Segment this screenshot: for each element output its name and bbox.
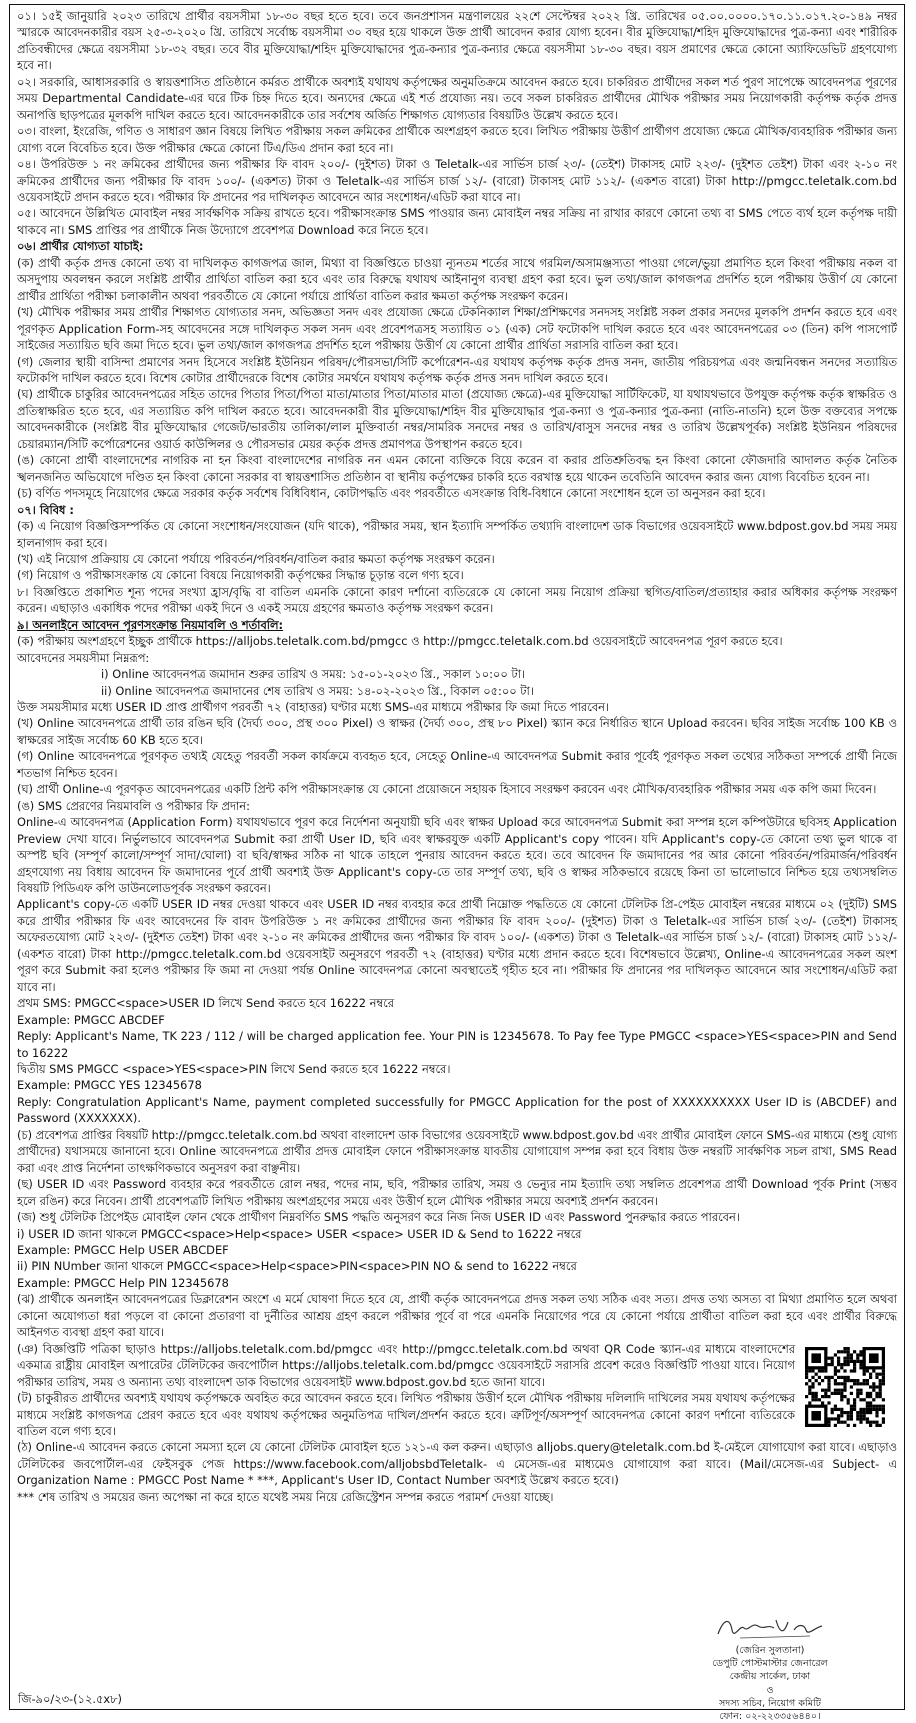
paragraph-p09cha: (চ) প্রবেশপত্র প্রাপ্তির বিষয়টি http://pmgcc.teletalk.com.bd অথবা বাংলাদেশ ডাক বিভাগের ওয়েবসাইটে www.bdpost.gov.bd এবং প্রার্থীর মোবাইল ফোনে SMS-এর মাধ্যমে (শুধু যোগ্য প্রার্থীদের) যথাসময়ে জানানো হবে। Online আবেদনপত্রে প্রার্থীর প্রদত্ত মোবাইল ফোনে পরীক্ষাসংক্রান্ত যাবতীয় যোগাযোগ সম্পন্ন করা হবে বিধায় উক্ত নম্বরটি সার্বক্ষণিক সচল রাখা, SMS Read করা এবং প্রাপ্ত নির্দেশনা তাৎক্ষণিকভাবে অনুসরণ করা বাঞ্ছনীয়। bbox=[17, 1127, 897, 1175]
paragraph-p07ka: (ক) এ নিয়োগ বিজ্ঞপ্তিসম্পর্কিত যে কোনো সংশোধন/সংযোজন (যদি থাকে), পরীক্ষার সময়, স্থান ইত্যাদি সম্পর্কিত তথ্যাদি বাংলাদেশ ডাক বিভাগের ওয়েবসাইটে www.bdpost.gov.bd সময় সময় হালনাগাদ করা হবে। bbox=[17, 519, 897, 550]
paragraph-p09ta: (ট) চাকুরীরত প্রার্থীদের অবশ্যই যথাযথ কর্তৃপক্ষকে অবহিত করে আবেদন করতে হবে। লিখিত পরীক্ষায় উত্তীর্ণ হলে মৌখিক পরীক্ষায় দলিলাদি দাখিলের সময় যথাযথ কর্তৃপক্ষের মাধ্যমে সংশ্লিষ্ট কাগজপত্র প্রেরণ করতে হবে এবং যথাযথ কর্তৃপক্ষের অনুমতিপত্র দাখিল/প্রদর্শন করতে হবে। ত্রুটিপূর্ণ/অসম্পূর্ণ আবেদনপত্র কোনো কারণ দর্শানো ব্যতিরেকে বাতিল বলে গণ্য হবে। bbox=[17, 1391, 795, 1438]
paragraph-p08: ৮। বিজ্ঞপ্তিতে প্রকাশিত শূন্য পদের সংখ্যা হ্রাস/বৃদ্ধি বা বাতিল এমনকি কোনো কারণ দর্শানো ব্যতিরেকে যে কোনো সময় নিয়োগ প্রক্রিয়া স্থগিত/বাতিল/প্রত্যাহার করার অধিকার কর্তৃপক্ষ সংরক্ষণ করেন। এছাড়াও একাধিক পদের পরীক্ষা একই দিনে ও একই সময়ে গ্রহণের ক্ষমতাও কর্তৃপক্ষ সংরক্ষণ করেন। bbox=[17, 584, 897, 616]
paragraph-p09sms2: Applicant's copy-তে একটি USER ID নম্বর দেওয়া থাকবে এবং USER ID নম্বর ব্যবহার করে প্রার্থী নিম্নোক্ত পদ্ধতিতে যে কোনো টেলিটক প্রি-পেইড মোবাইল নম্বরের মাধ্যমে ০২ (দুইটি) SMS করে প্রার্থীর পরীক্ষার ফি এবং আবেদনের ফি বাবদ উপরিউক্ত ১ নং ক্রমিকের প্রার্থীদের জন্য পরীক্ষার ফি বাবদ ২০০/- (দুইশত) টাকা ও Teletalk-এর সার্ভিস চার্জ ২৩/- (তেইশ) টাকাসহ অফেরতযোগ্য মোট ২২৩/- (দুইশত তেইশ) টাকা এবং ২-১০ নং ক্রমিকের প্রার্থীদের জন্য পরীক্ষার ফি বাবদ ১০০/- (একশত) টাকা ও Teletalk-এর সার্ভিস চার্জ ১২/- (বারো) টাকাসহ মোট ১১২/- (একশত বারো) টাকা http://pmgcc.teletalk.com.bd ওয়েবসাইট অনুসরণে পরবর্তী ৭২ (বাহাত্তর) ঘণ্টার মধ্যে প্রদান করতে হবে। বিশেষভাবে উল্লেখ্য, Online-এ আবেদনপত্রের সকল অংশ পূরণ করে Submit করা হলেও পরীক্ষার ফি জমা না দেওয়া পর্যন্ত Online আবেদনপত্র কোনো অবস্থাতেই গৃহীত হবে না। পরীক্ষার ফি প্রদানের পর দাখিলকৃত আবেদনে আর সংশোধন/এডিট করা যাবে না। bbox=[17, 897, 897, 994]
paragraph-p06ka: (ক) প্রার্থী কর্তৃক প্রদত্ত কোনো তথ্য বা দাখিলকৃত কাগজপত্র জাল, মিথ্যা বা বিজ্ঞপ্তিতে চাওয়া ন্যূনতম শর্তের সাথে গরমিল/অসামঞ্জস্যতা পাওয়া গেলে/ভুয়া প্রমাণিত হলে কিংবা পরীক্ষায় নকল বা অসদুপায় অবলম্বন করলে সংশ্লিষ্ট প্রার্থীর প্রার্থিতা বাতিল করা হবে এবং তার বিরুদ্ধে যথাযথ আইনানুগ ব্যবস্থা গ্রহণ করা হবে। ভুল তথ্য/জাল কাগজপত্র প্রদর্শিত হলে পরীক্ষায় উত্তীর্ণ যে কোনো প্রার্থীর প্রার্থিতা পরীক্ষা চলাকালীন অথবা পরবর্তীতে যে কোনো পর্যায়ে প্রার্থিতা বাতিল করার ক্ষমতা কর্তৃপক্ষ সংরক্ষণ করেন। bbox=[17, 255, 897, 303]
paragraph-p09ex2: Example: PMGCC YES 12345678 bbox=[17, 1078, 202, 1093]
signatory-office: কেন্দ্রীয় সার্কেল, ঢাকা bbox=[729, 1671, 811, 1683]
paragraph-p09chha: (ছ) USER ID এবং Password ব্যবহার করে পরবর্তীতে রোল নম্বর, পদের নাম, ছবি, পরীক্ষার তারিখ, সময় ও ভেন্যুর নাম ইত্যাদি তথ্য সম্বলিত প্রবেশপত্র প্রার্থী Download পূর্বক Print (সম্ভব হলে রঙিন) করে নিবেন। প্রার্থী প্রবেশপত্রটি লিখিত পরীক্ষায় অংশগ্রহণের সময়ে এবং উত্তীর্ণ হলে মৌখিক পরীক্ষার সময়ে অবশ্যই প্রদর্শন করবেন। bbox=[17, 1177, 897, 1208]
notice-body bbox=[17, 8, 897, 1505]
signature-block bbox=[660, 1610, 880, 1723]
paragraph-p09ja: (জ) শুধু টেলিটক প্রিপেইড মোবাইল ফোন থেকে প্রার্থীগণ নিম্নবর্ণিত SMS পদ্ধতি অনুসরণ করে নিজ নিজ USER ID এবং Password পুনরুদ্ধার করতে পারবেন। bbox=[17, 1210, 740, 1225]
signatory-title: ডেপুটি পোস্টমাস্টার জেনারেল bbox=[712, 1658, 828, 1670]
paragraph-p09umo: (ঙ) SMS প্রেরণের নিয়মাবলি ও পরীক্ষার ফি প্রদান: bbox=[17, 798, 250, 813]
paragraph-p06ga: (গ) জেলার স্থায়ী বাসিন্দা প্রমাণের সনদ হিসেবে সংশ্লিষ্ট ইউনিয়ন পরিষদ/পৌরসভা/সিটি কর্পোরেশন-এর যথাযথ কর্তৃপক্ষ কর্তৃক প্রদত্ত সনদ, জাতীয় পরিচয়পত্র এবং জন্মনিবন্ধন সনদের সত্যায়িত ফটোকপি দাখিল করতে হবে। বিশেষ কোটার প্রার্থীদেরকে বিশেষ কোটার সমর্থনে যথাযথ কর্তৃপক্ষ কর্তৃক প্রদত্ত সনদ দাখিল করতে হবে। bbox=[17, 354, 897, 385]
paragraph-p09ga: (গ) Online আবেদনপত্রে পূরণকৃত তথ্যই যেহেতু পরবর্তী সকল কার্যক্রমে ব্যবহৃত হবে, সেহেতু Online-এ আবেদনপত্র Submit করার পূর্বেই পূরণকৃত সকল তথ্যের সঠিকতা সম্পর্কে প্রার্থী নিজে শতভাগ নিশ্চিত হবেন। bbox=[17, 749, 897, 780]
paragraph-p06cha: (চ) বর্ণিত পদসমূহে নিয়োগের ক্ষেত্রে সরকার কর্তৃক সর্বশেষ বিধিবিধান, কোটাপদ্ধতি এবং পরবর্তীতে এসংক্রান্ত বিধি-বিধানে কোনো সংশোধন হলে তা অনুসরন করা হবে। bbox=[17, 486, 766, 501]
paragraph-p09ja2ex: Example: PMGCC Help PIN 12345678 bbox=[17, 1275, 229, 1290]
paragraph-p09ja1: i) USER ID জানা থাকলে PMGCC<space>Help<space> USER <space> USER ID & Send to 16222 নম্বরে bbox=[17, 1226, 582, 1241]
paragraph-p09sched: আবেদনের সময়সীমা নিম্নরূপ: bbox=[17, 650, 150, 665]
paragraph-p09jha: (ঝ) প্রার্থীকে অনলাইন আবেদনপত্রের ডিক্লারেশন অংশে এ মর্মে ঘোষণা দিতে হবে যে, প্রার্থী কর্তৃক আবেদনপত্রে প্রদত্ত সকল তথ্য সঠিক এবং সত্য। প্রদত্ত তথ্য অসত্য বা মিথ্যা প্রমাণিত হলে অথবা কোনো অযোগ্যতা ধরা পড়লে বা কোনো প্রতারণা বা দুর্নীতির আশ্রয় গ্রহণ করলে পরীক্ষার পূর্বে বা পরে এমনকি নিয়োগের পরে যে কোনো পর্যায়ে প্রার্থীতা বাতিল করা হবে এবং প্রার্থীর বিরুদ্ধে আইনগত ব্যবস্থা গ্রহণ করা যাবে। bbox=[17, 1292, 897, 1340]
paragraph-p07ga: (গ) নিয়োগ ও পরীক্ষাসংক্রান্ত যে কোনো বিষয়ে নিয়োগকারী কর্তৃপক্ষের সিদ্ধান্ত চূড়ান্ত বলে গণ্য হবে। bbox=[17, 568, 464, 583]
paragraph-p09tha: (ঠ) Online-এ আবেদন করতে কোনো সমস্যা হলে যে কোনো টেলিটক মোবাইল হতে ১২১-এ কল করুন। এছাড়াও alljobs.query@teletalk.com.bd ই-মেইলে যোগাযোগ করা যাবে। এছাড়াও টেলিটকের জবপোর্টাল-এর ফেইসবুক পেজ https://www.facebook.com/alljobsbdTeletalk- এ মেসেজ-এর মাধ্যমেও যোগাযোগ করা যাবে। (Mail/মেসেজ-এর Subject- এ Organization Name : PMGCC Post Name * ***, Applicant's User ID, Contact Number অবশ্যই উল্লেখ করতে হবে।) bbox=[17, 1440, 897, 1488]
signatory-role: সদস্য সচিব, নিয়োগ কমিটি bbox=[718, 1697, 822, 1709]
qr-code-icon bbox=[805, 1347, 885, 1427]
paragraph-p02: ০২। সরকারি, আধাসরকারি ও স্বায়ত্তশাসিত প্রতিষ্ঠানে কর্মরত প্রার্থীকে অবশ্যই যথাযথ কর্তৃপক্ষের অনুমতিক্রমে আবেদন করতে হবে। চাকরিরত প্রার্থীদের সকল শর্ত পুরণ সাপেক্ষে আবেদনপত্র পূরণের সময় Departmental Candidate-এর ঘরে টিক চিহ্ন দিতে হবে। অন্যদের ক্ষেত্রে এই শর্ত প্রযোজ্য নয়। তবে সকল চাকরিরত প্রার্থীদের মৌখিক পরীক্ষার সময় নিয়োগকারী কর্তৃপক্ষ কর্তৃক প্রদত্ত অনাপত্তি ছাড়পত্রের মূলকপি দাখিল করতে হবে। আবেদনকারীকে তার সর্বশেষ অর্জিত শিক্ষাগত যোগ্যতার বিষয়টিও উল্লেখ করতে হবে। bbox=[17, 74, 897, 122]
paragraph-p09ja2: ii) PIN NUmber জানা থাকলে PMGCC<space>Help<space>PIN<space>PIN NO & send to 16222 নম্বরে bbox=[17, 1259, 577, 1274]
paragraph-p09first: প্রথম SMS: PMGCC<space>USER ID লিখে Send করতে হবে 16222 নম্বরে bbox=[17, 996, 394, 1011]
paragraph-p05: ০৫। আবেদনে উল্লিখিত মোবাইল নম্বর সার্বক্ষণিক সক্রিয় রাখতে হবে। পরীক্ষাসংক্রান্ত SMS পাওয়ার জন্য মোবাইল নম্বর সক্রিয় না রাখার কারণে কোনো তথ্য বা SMS পেতে ব্যর্থ হলে কর্তৃপক্ষ দায়ী থাকবে না। SMS প্রাপ্তির পর প্রার্থীকে নিজ উদ্যোগে প্রবেশপত্র Download করে নিতে হবে। bbox=[17, 206, 897, 237]
paragraph-p07: ০৭। বিবিধ : bbox=[17, 502, 74, 517]
paragraph-p06gha: (ঘ) প্রার্থীকে চাকুরির আবেদনপত্রের সহিত তাদের পিতার পিতা/পিতা মাতা/মাতার পিতা/মাতার মাতা (প্রযোজ্য ক্ষেত্রে)-এর মুক্তিযোদ্ধা সার্টিফিকেট, যা যথাযথভাবে উপযুক্ত কর্তৃপক্ষ কর্তৃক স্বাক্ষরিত ও প্রতিস্বাক্ষরিত হতে হবে, এর সত্যায়িত কপি দাখিল করতে হবে। আবেদনকারী বীর মুক্তিযোদ্ধা/শহিদ বীর মুক্তিযোদ্ধার পুত্র-কন্যা ও পুত্র-কন্যার পুত্র-কন্যা (নাতি-নাতনি) হলে উক্ত বক্তব্যের সপক্ষে আবেদনকারীকে (সংশ্লিষ্ট বীর মুক্তিযোদ্ধার গেজেট/ভারতীয় তালিকা/লাল মুক্তিবার্তা নম্বর/সামরিক সনদের নম্বর ও তারিখ/বাসুস সনদের নম্বর ও তারিখ উল্লেখপূর্বক) সংশ্লিষ্ট ইউনিয়ন পরিষদের চেয়ারম্যান/সিটি কর্পোরেশনের ওয়ার্ড কাউন্সিলর ও পৌরসভার মেয়র কর্তৃক প্রদত্ত প্রমাণপত্র উপস্থাপন করতে হবে। bbox=[17, 387, 897, 451]
paragraph-p09note: উক্ত সময়সীমার মধ্যে USER ID প্রাপ্ত প্রার্থীগণ পরবর্তী ৭২ (বাহাত্তর) ঘণ্টার মধ্যে SMS-এর মাধ্যমে পরীক্ষার ফি জমা দিতে পারবেন। bbox=[17, 700, 609, 715]
signatory-conjunction: ও bbox=[766, 1684, 774, 1696]
paragraph-p09nya: (ঞ) বিজ্ঞপ্তিটি পত্রিকা ছাড়াও https://alljobs.teletalk.com.bd/pmgcc এবং http://pmgcc.teletalk.com.bd অথবা QR Code স্ক্যান-এর মাধ্যমে বাংলাদেশের একমাত্র রাষ্ট্রীয় মোবাইল অপারেটর টেলিটকের জবপোর্টাল https://alljobs.teletalk.com.bd/pmgcc ওয়েবসাইটে সরাসরি প্রবেশ করেও বিজ্ঞপ্তিটি পাওয়া যাবে। নিয়োগ পরীক্ষার তারিখ, সময় ও অন্যান্য তথ্য বাংলাদেশ ডাক বিভাগের ওয়েবসাইট www.bdpost.gov.bd হতে জানা যাবে। bbox=[17, 1341, 795, 1389]
paragraph-p09reply1: Reply: Applicant's Name, TK 223 / 112 / will be charged application fee. Your PIN is 12345678. To Pay fee Type PMGCC <space>YES<space>PIN and Send to 16222 bbox=[17, 1029, 897, 1060]
paragraph-p09i: i) Online আবেদনপত্র জমাদান শুরুর তারিখ ও সময়: ১৫-০১-২০২৩ খ্রি., সকাল ১০:০০ টা। bbox=[101, 667, 525, 682]
paragraph-p06kha: (খ) মৌখিক পরীক্ষার সময় প্রার্থীর শিক্ষাগত যোগ্যতার সনদ, অভিজ্ঞতা সনদ এবং প্রযোজ্য ক্ষেত্রে টেকনিক্যাল শিক্ষা/প্রশিক্ষণের সনদসহ সংশ্লিষ্ট সকল প্রকার সনদের মূলকপি প্রদর্শন করতে হবে এবং পূরণকৃত Application Form-সহ আবেদনের সঙ্গে দাখিলকৃত সকল সনদ এবং প্রবেশপত্রসহ সত্যায়িত ০১ (এক) সেট ফটোকপি দাখিল করতে হবে এবং আবেদনপত্রের ০৩ (তিন) কপি পাসপোর্ট সাইজের সত্যায়িত ছবি জমা দিতে হবে। ভুল তথ্য/জাল কাগজপত্র প্রদর্শিত হলে পরীক্ষায় উত্তীর্ণ যে কোনো প্রার্থীর প্রার্থিতা সরাসরি বাতিল করা হবে। bbox=[17, 305, 897, 353]
paragraph-p09kha: (খ) Online আবেদনপত্রে প্রার্থী তার রঙিন ছবি (দৈর্ঘ্য ৩০০, প্রস্থ ৩০০ Pixel) ও স্বাক্ষর (দৈর্ঘ্য ৩০০, প্রস্থ ৮০ Pixel) স্ক্যান করে নির্ধারিত স্থানে Upload করবেন। ছবির সাইজ সর্বোচ্চ 100 KB ও স্বাক্ষরের সাইজ সর্বোচ্চ 60 KB হতে হবে। bbox=[17, 716, 897, 747]
paragraph-p09ja1ex: Example: PMGCC Help USER ABCDEF bbox=[17, 1242, 229, 1257]
paragraph-p03: ০৩। বাংলা, ইংরেজি, গণিত ও সাধারণ জ্ঞান বিষয়ে লিখিত পরীক্ষায় সকল ক্রমিকের প্রার্থীকে অংশগ্রহণ করতে হবে। লিখিত পরীক্ষায় উত্তীর্ণ প্রার্থীগণ প্রযোজ্য ক্ষেত্রে মৌখিক/ব্যবহারিক পরীক্ষার জন্য যোগ্য বলে বিবেচিত হবে। উক্ত পরীক্ষার ক্ষেত্রে কোনো টিএ/ডিএ প্রদান করা হবে না। bbox=[17, 124, 897, 155]
paragraph-p01: ০১। ১৫ই জানুয়ারি ২০২৩ তারিখে প্রার্থীর বয়সসীমা ১৮-৩০ বছর হতে হবে। তবে জনপ্রশাসন মন্ত্রণালয়ের ২২শে সেপ্টেম্বর ২০২২ খ্রি. তারিখের ০৫.০০.০০০০.১৭০.১১.০১৭.২০-১৪৯ নম্বর স্মারকে আবেদনকারীর বয়স ২৫-৩-২০২০ খ্রি. তারিখে সর্বোচ্চ বয়সসীমা ৩০ বছর হয়ে থাকলে উক্ত প্রার্থী আবেদন করার যোগ্য হবেন। বীর মুক্তিযোদ্ধা/শহিদ মুক্তিযোদ্ধাদের পুত্র-কন্যা এবং শারীরিক প্রতিবন্ধীদের ক্ষেত্রে বয়সসীমা ১৮-৩২ বছর। তবে বীর মুক্তিযোদ্ধা/শহিদ মুক্তিযোদ্ধাদের পুত্র-কন্যার পুত্র-কন্যার ক্ষেত্রে বয়সসীমা ১৮-৩০ বছর। বয়স প্রমাণের ক্ষেত্রে কোনো অ্যাফিডেভিট গ্রহণযোগ্য হবে না। bbox=[17, 9, 897, 73]
paragraph-p06umo: (ঙ) কোনো প্রার্থী বাংলাদেশের নাগরিক না হন কিংবা বাংলাদেশের নাগরিক নন এমন কোনো ব্যক্তিকে বিয়ে করেন বা করার প্রতিশ্রুতিবদ্ধ হন কিংবা কোনো ফৌজদারি আদালত কর্তৃক নৈতিক স্খলনজনিত অভিযোগে দণ্ডিত হন কিংবা কোনো সরকার বা স্বায়ত্তশাসিত প্রতিষ্ঠান বা স্থানীয় কর্তৃপক্ষের চাকরি হতে বরখাস্ত হয়ে থাকেন তবেতিনি আবেদন করার জন্য যোগ্য বিবেচিত হবেন না। bbox=[17, 453, 897, 484]
paragraph-p06: ০৬। প্রার্থীর যোগ্যতা যাচাই: bbox=[17, 239, 144, 254]
paragraph-p09second: দ্বিতীয় SMS PMGCC <space>YES<space>PIN লিখে Send করতে হবে 16222 নম্বরে। bbox=[17, 1062, 451, 1076]
paragraph-p09sms1: Online-এ আবেদনপত্র (Application Form) যথাযথভাবে পূরণ করে নির্দেশনা অনুযায়ী ছবি এবং স্বাক্ষর Upload করে আবেদনপত্র Submit করা সম্পন্ন হলে কম্পিউটারে ছবিসহ Application Preview দেখা যাবে। নির্ভুলভাবে আবেদনপত্র Submit করা প্রার্থী User ID, ছবি এবং স্বাক্ষরযুক্ত একটি Applicant's copy পাবেন। যদি Applicant's copy-তে কোনো তথ্য ভুল থাকে বা অস্পষ্ট ছবি (সম্পূর্ণ কালো/সম্পূর্ণ সাদা/ঘোলা) বা ছবি/স্বাক্ষর সঠিক না থাকে তাহলে পুনরায় আবেদন করতে হবে। তবে আবেদন ফি জমাদানের পর আর কোনো পরিবর্তন/পরিমার্জন/পরিবর্ধন গ্রহণযোগ্য নয় বিধায় আবেদন ফি জমাদানের পূর্বে প্রার্থী অবশ্যই উক্ত Applicant's copy-তে তার সম্পূর্ণ তথ্য, ছবি ও স্বাক্ষর সঠিকভাবে রয়েছে কিনা তা ভালোভাবে নিশ্চিত হয়ে তথ্যসম্বলিত বিষয়টি পিডিএফ কপি ডাউনলোডপূর্বক সংরক্ষণ করবেন। bbox=[17, 815, 897, 896]
paragraph-p09: ৯। অনলাইনে আবেদন পূরণসংক্রান্ত নিয়মাবলি ও শর্তাবলি: bbox=[17, 617, 284, 632]
paragraph-p07kha: (খ) এই নিয়োগ প্রক্রিয়ায় যে কোনো পর্যায়ে পরিবর্তন/পরিবর্ধন/বাতিল করার ক্ষমতা কর্তৃপক্ষ সংরক্ষণ করেন। bbox=[17, 551, 495, 566]
paragraph-p09gha: (ঘ) প্রার্থী Online-এ পূরণকৃত আবেদনপত্রের একটি প্রিন্ট কপি পরীক্ষাসংক্রান্ত যে কোনো প্রয়োজনে সহায়ক হিসাবে সংরক্ষণ করবেন এবং মৌখিক/ব্যবহারিক পরীক্ষার সময় এক কপি জমা দিবেন। bbox=[17, 782, 877, 797]
paragraph-p09reply2: Reply: Congratulation Applicant's Name, payment completed successfully for PMGCC Application for the post of XXXXXXXXXX User ID is (ABCDEF) and Password (XXXXXXX). bbox=[17, 1094, 897, 1126]
signatory-phone: ফোন: ০২-২২৩৩৫৬৪৪০। bbox=[719, 1711, 821, 1723]
recruitment-notice-page bbox=[9, 4, 905, 1723]
publication-code: জি-৯০/২৩-(১২.৫x৮) bbox=[18, 1691, 122, 1706]
paragraph-p09last: *** শেষ তারিখ ও সময়ের জন্য অপেক্ষা না করে হাতে যথেষ্ট সময় নিয়ে রেজিস্ট্রেশন সম্পন্ন করতে পরামর্শ দেওয়া যাচ্ছে। bbox=[17, 1489, 554, 1504]
handwritten-signature bbox=[710, 1610, 830, 1644]
paragraph-p09ii: ii) Online আবেদনপত্র জমাদানের শেষ তারিখ ও সময়: ১৪-০২-২০২৩ খ্রি., বিকাল ০৫:০০ টা। bbox=[101, 683, 534, 698]
signatory-name: (জেরিন সুলতানা) bbox=[735, 1645, 805, 1656]
paragraph-p09ka: (ক) পরীক্ষায় অংশগ্রহণে ইচ্ছুক প্রার্থীকে https://alljobs.teletalk.com.bd/pmgcc ও http://pmgcc.teletalk.com.bd ওয়েবসাইটে আবেদনপত্র পূরণ করতে হবে। bbox=[17, 634, 783, 649]
paragraph-p09ex1: Example: PMGCC ABCDEF bbox=[17, 1012, 165, 1027]
paragraph-p04: ০৪। উপরিউক্ত ১ নং ক্রমিকের প্রার্থীদের জন্য পরীক্ষার ফি বাবদ ২০০/- (দুইশত) টাকা ও Teletalk-এর সার্ভিস চার্জ ২৩/- (তেইশ) টাকাসহ মোট ২২৩/- (দুইশত তেইশ) টাকা এবং ২-১০ নং ক্রমিকের প্রার্থীদের জন্য পরীক্ষার ফি বাবদ ১০০/- (একশত) টাকা ও Teletalk-এর সার্ভিস চার্জ ১২/- (বারো) টাকাসহ মোট ১১২/- (একশত বারো) টাকা http://pmgcc.teletalk.com.bd ওয়েবসাইটে প্রদান করতে হবে। পরীক্ষার ফি প্রদানের পর দাখিলকৃত আবেদনে আর সংশোধন/এডিট করা যাবে না। bbox=[17, 157, 897, 204]
